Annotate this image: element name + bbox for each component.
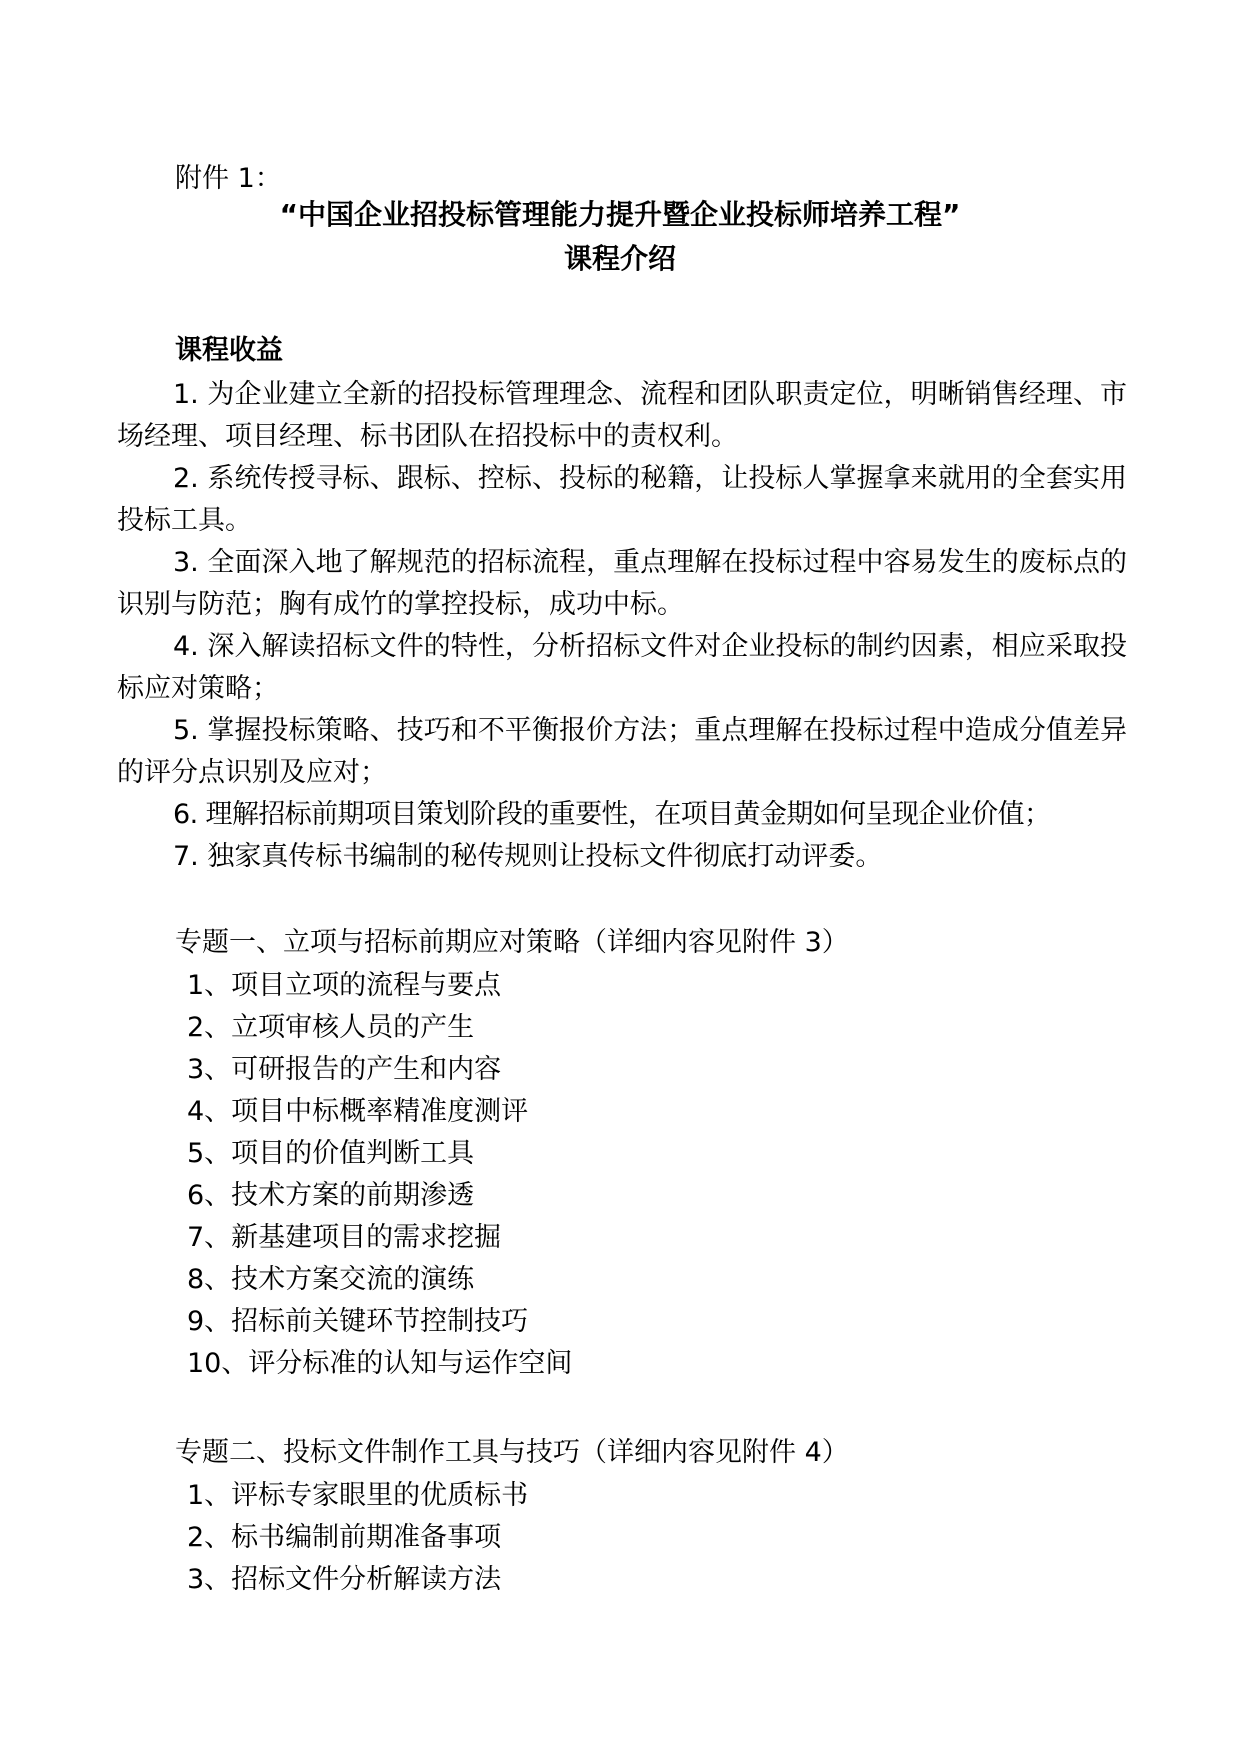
topic1-item: 7、新基建项目的需求挖掘	[187, 1222, 502, 1253]
topic1-item: 4、项目中标概率精准度测评	[187, 1096, 529, 1127]
topic1-item: 5、项目的价值判断工具	[187, 1138, 475, 1169]
topic2-item: 2、标书编制前期准备事项	[187, 1522, 502, 1553]
topic1-item: 3、可研报告的产生和内容	[187, 1054, 502, 1085]
benefit-item-4: 4. 深入解读招标文件的特性，分析招标文件对企业投标的制约因素，相应采取投标应对策略；	[117, 631, 1127, 704]
topic2-heading: 专题二、投标文件制作工具与技巧（详细内容见附件 4）	[175, 1437, 849, 1468]
attachment-label: 附件 1：	[175, 163, 282, 194]
benefit-item-5: 5. 掌握投标策略、技巧和不平衡报价方法；重点理解在投标过程中造成分值差异的评分点识别及应对；	[117, 715, 1127, 788]
document-subtitle: 课程介绍	[563, 242, 676, 275]
topic2-item: 3、招标文件分析解读方法	[187, 1564, 502, 1595]
benefit-item-7: 7. 独家真传标书编制的秘传规则让投标文件彻底打动评委。	[173, 841, 883, 872]
topic1-item: 6、技术方案的前期渗透	[187, 1180, 475, 1211]
benefit-item-1: 1. 为企业建立全新的招投标管理理念、流程和团队职责定位，明晰销售经理、市场经理、项目经理、标书团队在招投标中的责权利。	[117, 379, 1127, 452]
topic1-item: 8、技术方案交流的演练	[187, 1264, 475, 1295]
topic1-item: 10、评分标准的认知与运作空间	[187, 1348, 573, 1379]
document-title: “中国企业招投标管理能力提升暨企业投标师培养工程”	[279, 198, 961, 231]
benefits-heading: 课程收益	[175, 335, 283, 366]
benefit-item-2: 2. 系统传授寻标、跟标、控标、投标的秘籍，让投标人掌握拿来就用的全套实用投标工具。	[117, 463, 1127, 536]
topic1-item: 9、招标前关键环节控制技巧	[187, 1306, 529, 1337]
benefit-item-3: 3. 全面深入地了解规范的招标流程，重点理解在投标过程中容易发生的废标点的识别与防范；胸有成竹的掌控投标，成功中标。	[117, 547, 1127, 620]
topic1-heading: 专题一、立项与招标前期应对策略（详细内容见附件 3）	[175, 927, 849, 958]
topic1-item: 1、项目立项的流程与要点	[187, 970, 502, 1001]
topic2-item: 1、评标专家眼里的优质标书	[187, 1480, 529, 1511]
benefit-item-6: 6. 理解招标前期项目策划阶段的重要性，在项目黄金期如何呈现企业价值；	[173, 799, 1051, 830]
topic1-item: 2、立项审核人员的产生	[187, 1012, 475, 1043]
